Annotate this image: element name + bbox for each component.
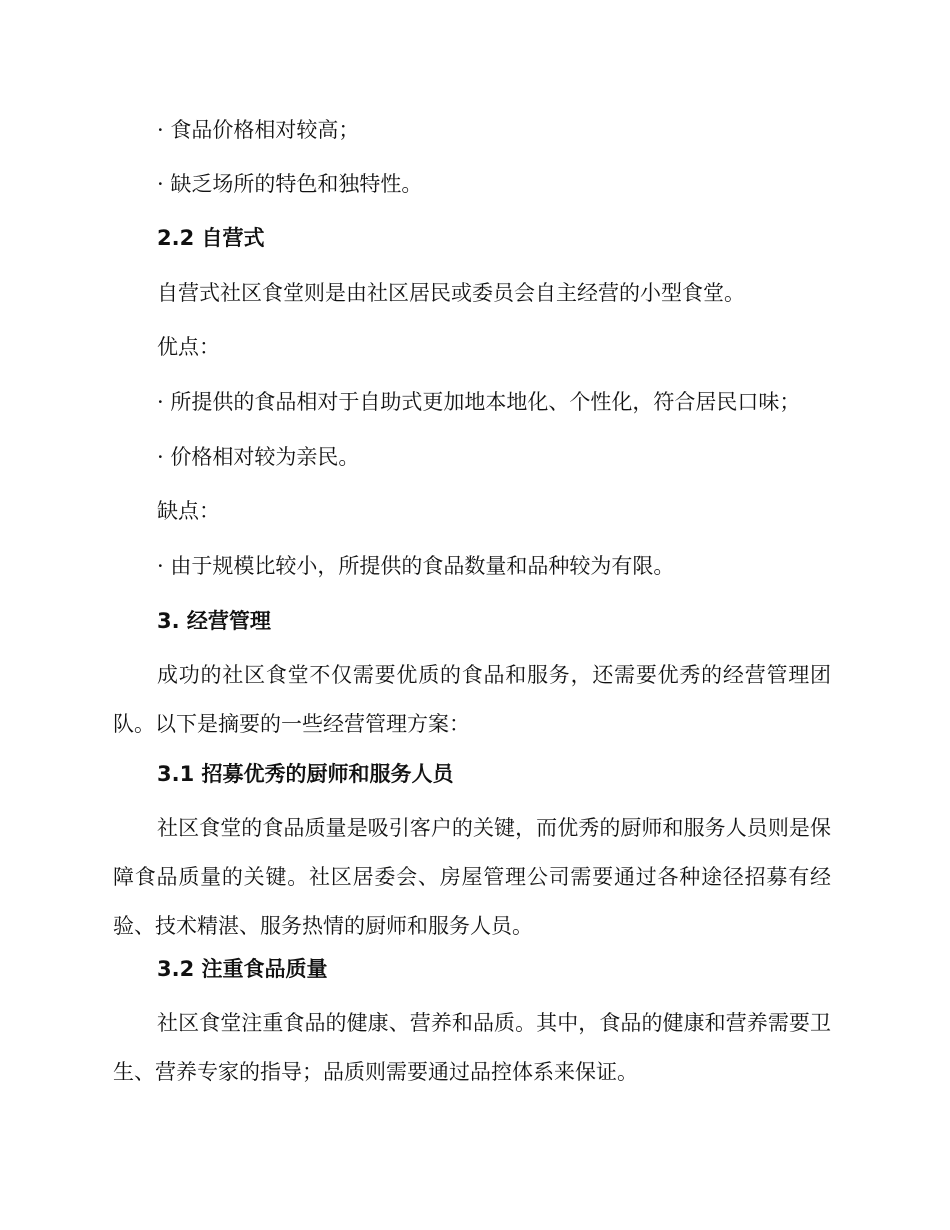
section-heading-2-2: 2.2 自营式: [157, 226, 265, 250]
section-heading-3: 3. 经营管理: [157, 609, 271, 633]
paragraph-management: 成功的社区食堂不仅需要优质的食品和服务，还需要优秀的经营管理团队。以下是摘要的一些经营管理方案：: [113, 663, 831, 736]
label-advantages: 优点：: [157, 335, 220, 359]
bullet-limited: · 由于规模比较小，所提供的食品数量和品种较为有限。: [157, 554, 675, 578]
section-heading-3-2: 3.2 注重食品质量: [157, 957, 328, 981]
paragraph-quality: 社区食堂注重食品的健康、营养和品质。其中，食品的健康和营养需要卫生、营养专家的指导；品质则需要通过品控体系来保证。: [113, 1011, 831, 1084]
section-heading-3-1: 3.1 招募优秀的厨师和服务人员: [157, 762, 454, 786]
paragraph-recruit: 社区食堂的食品质量是吸引客户的关键，而优秀的厨师和服务人员则是保障食品质量的关键。社区居委会、房屋管理公司需要通过各种途径招募有经验、技术精湛、服务热情的厨师和服务人员。: [113, 816, 831, 938]
paragraph-self-run: 自营式社区食堂则是由社区居民或委员会自主经营的小型食堂。: [157, 281, 745, 305]
label-disadvantages: 缺点：: [157, 499, 220, 523]
bullet-price-high: · 食品价格相对较高；: [157, 118, 360, 142]
bullet-lack-features: · 缺乏场所的特色和独特性。: [157, 172, 423, 196]
bullet-localized: · 所提供的食品相对于自助式更加地本地化、个性化，符合居民口味；: [157, 390, 801, 414]
bullet-price-affordable: · 价格相对较为亲民。: [157, 445, 360, 469]
